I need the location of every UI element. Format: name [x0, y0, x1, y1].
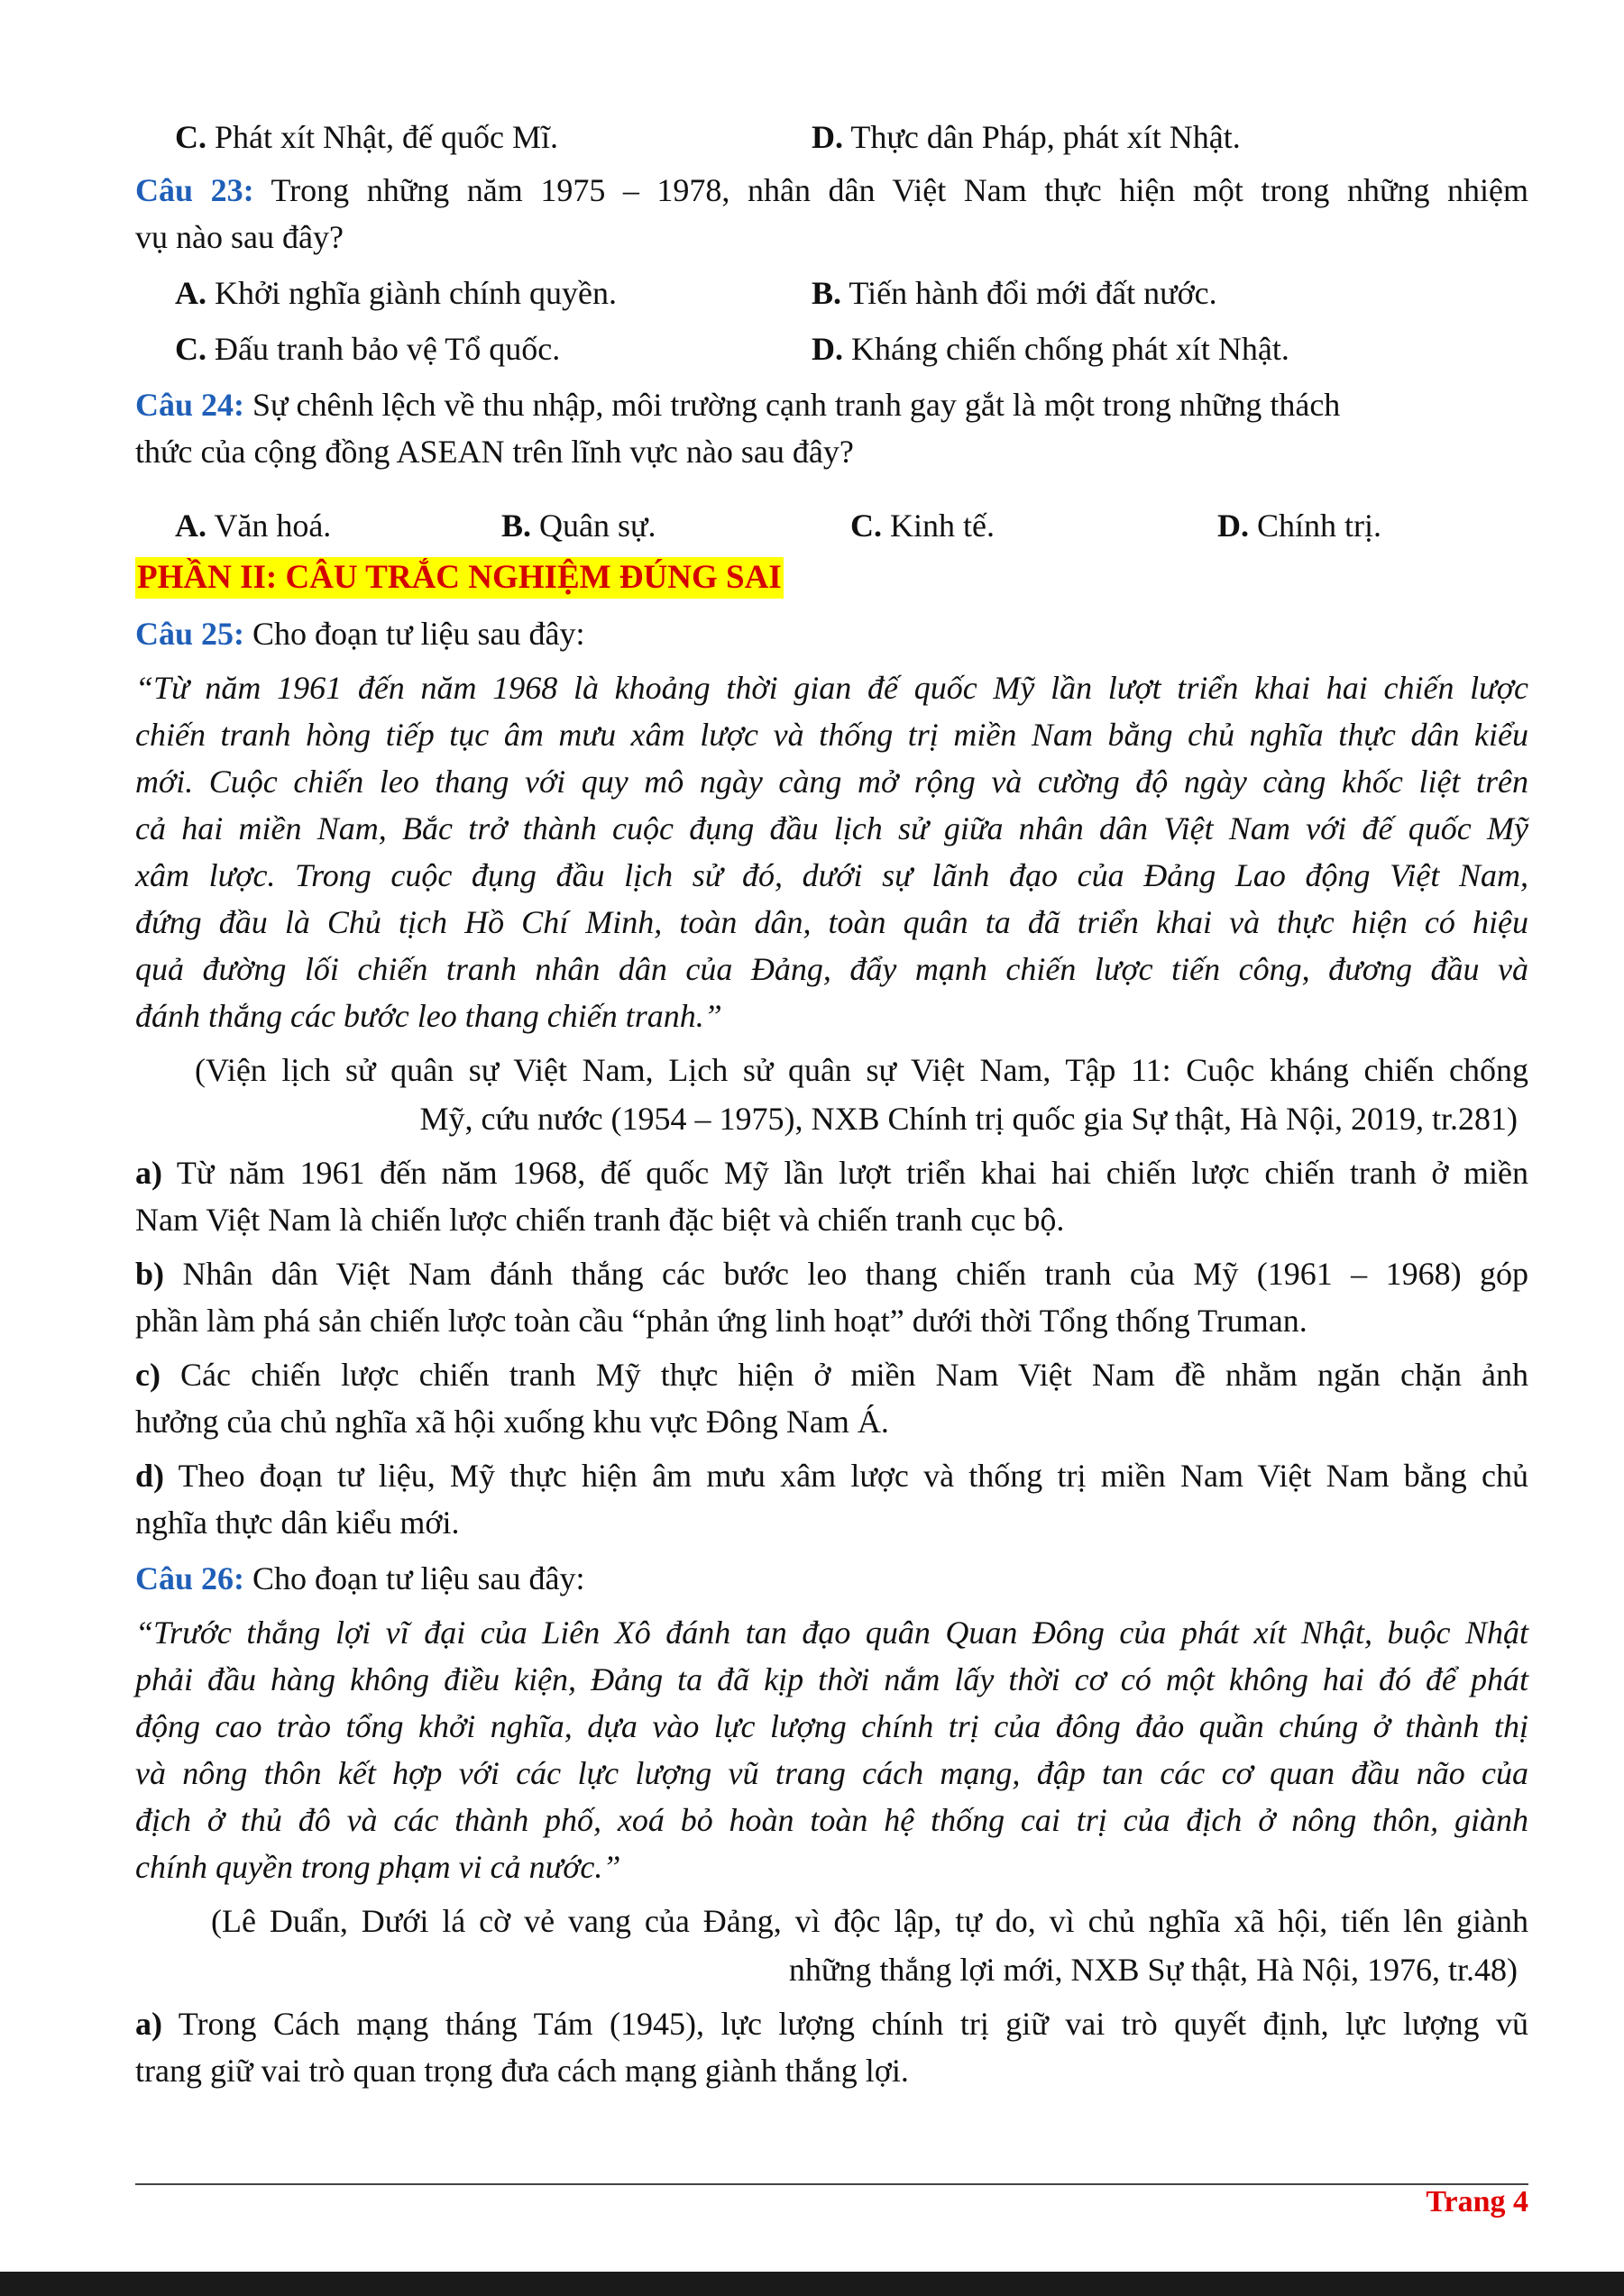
quote-line: chính quyền trong phạm vi cả nước.”: [135, 1849, 621, 1885]
option-c: C. Đấu tranh bảo vệ Tổ quốc.: [175, 331, 561, 367]
question-24-line2: thức của cộng đồng ASEAN trên lĩnh vực nào sau đây?: [135, 434, 854, 470]
quote-line: “Trước thắng lợi vĩ đại của Liên Xô đánh tan đạo quân Quan Đông của phát xít Nhật, buộc Nhật: [135, 1615, 1528, 1651]
section-heading: PHẦN II: CÂU TRẮC NGHIỆM ĐÚNG SAI: [135, 557, 784, 599]
quote-line: đánh thắng các bước leo thang chiến tranh.”: [135, 998, 722, 1034]
option-b: B. Tiến hành đổi mới đất nước.: [812, 275, 1217, 311]
statement-b-cont: phần làm phá sản chiến lược toàn cầu “phản ứng linh hoạt” dưới thời Tổng thống Truman.: [135, 1303, 1307, 1339]
quote-line: mới. Cuộc chiến leo thang với quy mô ngày càng mở rộng và cường độ ngày càng khốc liệt trên: [135, 764, 1528, 800]
option-c: C. Phát xít Nhật, đế quốc Mĩ.: [175, 119, 558, 155]
quote-line: “Từ năm 1961 đến năm 1968 là khoảng thời gian đế quốc Mỹ lần lượt triển khai hai chiến lược: [135, 670, 1528, 706]
quote-line: động cao trào tổng khởi nghĩa, dựa vào lực lượng chính trị của đông đảo quần chúng ở thành thị: [135, 1708, 1528, 1744]
statement-d: d) Theo đoạn tư liệu, Mỹ thực hiện âm mưu xâm lược và thống trị miền Nam Việt Nam bằng chủ: [135, 1458, 1528, 1494]
option-b: B. Quân sự.: [501, 508, 656, 544]
bottom-edge-bar: [0, 2272, 1624, 2296]
question-label: Câu 25:: [135, 616, 245, 652]
question-label: Câu 23:: [135, 172, 254, 208]
option-d: D. Thực dân Pháp, phát xít Nhật.: [812, 119, 1241, 155]
option-a: A. Khởi nghĩa giành chính quyền.: [175, 275, 617, 311]
question-label: Câu 24:: [135, 387, 245, 423]
statement-c: c) Các chiến lược chiến tranh Mỹ thực hiện ở miền Nam Việt Nam đề nhằm ngăn chặn ảnh: [135, 1357, 1528, 1393]
statement-a-cont: Nam Việt Nam là chiến lược chiến tranh đặc biệt và chiến tranh cục bộ.: [135, 1202, 1065, 1238]
quote-line: cả hai miền Nam, Bắc trở thành cuộc đụng đầu lịch sử giữa nhân dân Việt Nam với đế quốc Mỹ: [135, 810, 1528, 846]
question-label: Câu 26:: [135, 1560, 245, 1596]
question-24-line1: Câu 24: Sự chênh lệch về thu nhập, môi trường cạnh tranh gay gắt là một trong những thách: [135, 387, 1341, 423]
option-a: A. Văn hoá.: [175, 508, 332, 544]
page-number: Trang 4: [1426, 2185, 1528, 2218]
statement-b: b) Nhân dân Việt Nam đánh thắng các bước leo thang chiến tranh của Mỹ (1961 – 1968) góp: [135, 1256, 1528, 1292]
quote-line: quả đường lối chiến tranh nhân dân của Đảng, đẩy mạnh chiến lược tiến công, đương đầu và: [135, 951, 1528, 987]
source-citation: (Viện lịch sử quân sự Việt Nam, Lịch sử quân sự Việt Nam, Tập 11: Cuộc kháng chiến chống: [195, 1052, 1528, 1088]
statement-d-cont: nghĩa thực dân kiểu mới.: [135, 1505, 460, 1541]
question-25-intro: Câu 25: Cho đoạn tư liệu sau đây:: [135, 616, 585, 652]
statement-a-cont: trang giữ vai trò quan trọng đưa cách mạng giành thắng lợi.: [135, 2053, 909, 2089]
question-23-line2: vụ nào sau đây?: [135, 219, 344, 255]
quote-line: phải đầu hàng không điều kiện, Đảng ta đã kịp thời nắm lấy thời cơ có một không hai đó để phát: [135, 1661, 1528, 1697]
footer-divider: [135, 2183, 1528, 2185]
statement-c-cont: hưởng của chủ nghĩa xã hội xuống khu vực Đông Nam Á.: [135, 1404, 889, 1440]
quote-line: chiến tranh hòng tiếp tục âm mưu xâm lược và thống trị miền Nam bằng chủ nghĩa thực dân kiểu: [135, 717, 1528, 753]
option-d: D. Chính trị.: [1217, 508, 1382, 544]
option-d: D. Kháng chiến chống phát xít Nhật.: [812, 331, 1289, 367]
source-citation: (Lê Duẩn, Dưới lá cờ vẻ vang của Đảng, vì độc lập, tự do, vì chủ nghĩa xã hội, tiến lên giành: [211, 1903, 1528, 1939]
option-c: C. Kinh tế.: [850, 508, 995, 544]
quote-line: đứng đầu là Chủ tịch Hồ Chí Minh, toàn dân, toàn quân ta đã triển khai và thực hiện có hiệu: [135, 904, 1528, 940]
source-citation: Mỹ, cứu nước (1954 – 1975), NXB Chính trị quốc gia Sự thật, Hà Nội, 2019, tr.281): [419, 1101, 1518, 1137]
quote-line: và nông thôn kết hợp với các lực lượng vũ trang cách mạng, đập tan các cơ quan đầu não của: [135, 1755, 1528, 1791]
question-26-intro: Câu 26: Cho đoạn tư liệu sau đây:: [135, 1560, 585, 1596]
statement-a: a) Trong Cách mạng tháng Tám (1945), lực lượng chính trị giữ vai trò quyết định, lực lượng vũ: [135, 2006, 1528, 2042]
source-citation: những thắng lợi mới, NXB Sự thật, Hà Nội, 1976, tr.48): [788, 1952, 1518, 1988]
question-23-line1: Câu 23: Trong những năm 1975 – 1978, nhân dân Việt Nam thực hiện một trong những nhiệm: [135, 172, 1528, 208]
quote-line: địch ở thủ đô và các thành phố, xoá bỏ hoàn toàn hệ thống cai trị của địch ở nông thôn, giành: [135, 1802, 1528, 1838]
statement-a: a) Từ năm 1961 đến năm 1968, đế quốc Mỹ lần lượt triển khai hai chiến lược chiến tranh ở miền: [135, 1155, 1528, 1191]
quote-line: xâm lược. Trong cuộc đụng đầu lịch sử đó, dưới sự lãnh đạo của Đảng Lao động Việt Nam,: [135, 857, 1528, 893]
